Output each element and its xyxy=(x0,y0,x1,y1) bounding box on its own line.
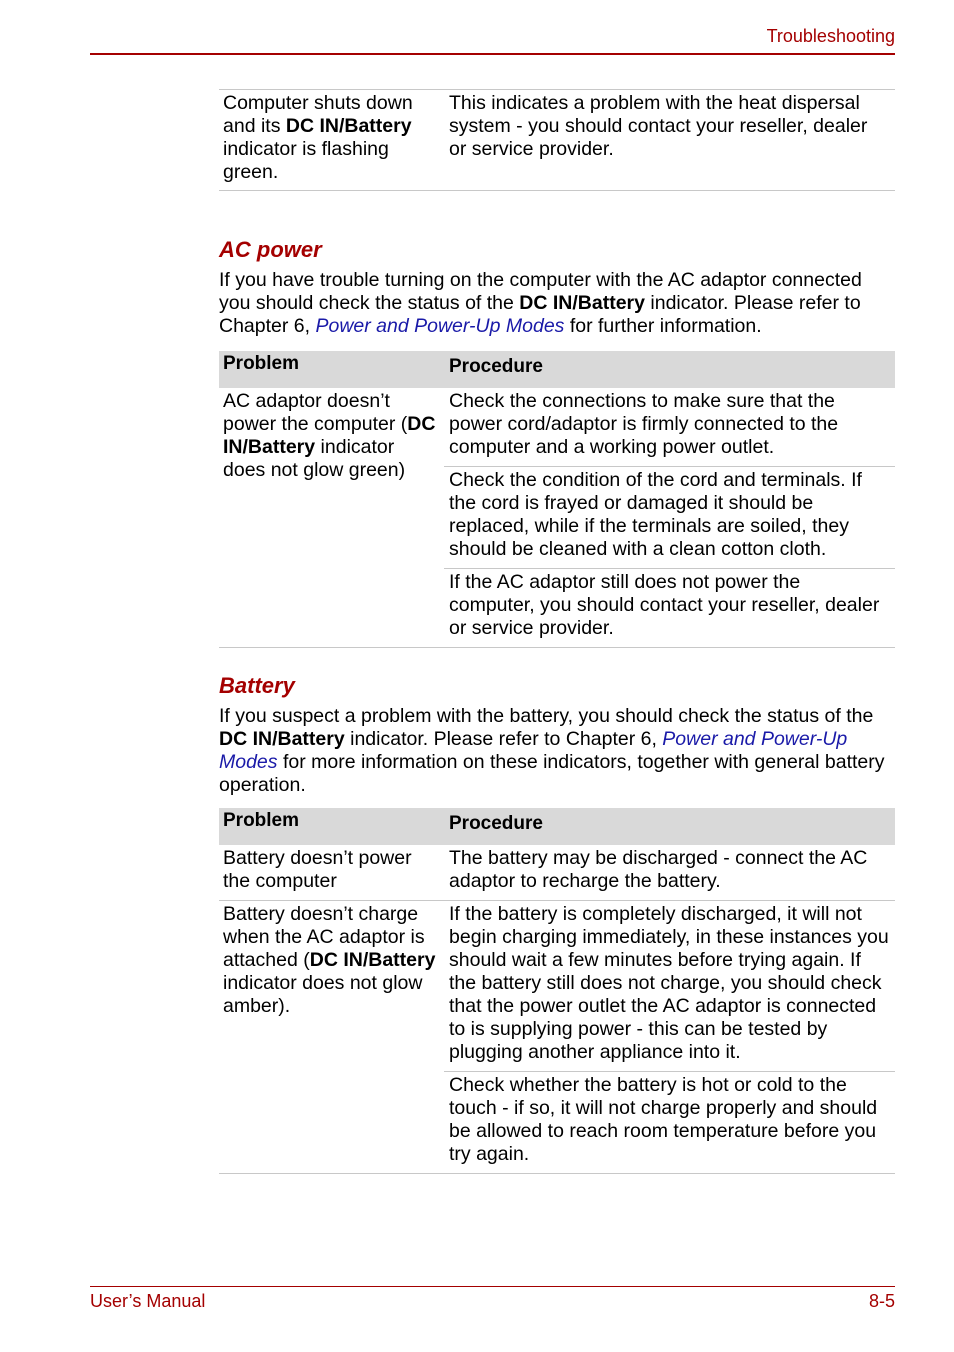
procedure-cell: This indicates a problem with the heat dispersal system - you should contact your reseller, dealer or service provider. xyxy=(449,92,868,160)
table-row xyxy=(219,388,895,467)
table-row xyxy=(219,90,895,191)
procedure-cell: Check whether the battery is hot or cold to the touch - if so, it will not charge properly and should be allowed to reach room temperature before you try again. xyxy=(444,1072,895,1174)
column-header-problem: Problem xyxy=(219,808,444,845)
section-title-ac-power: AC power xyxy=(219,237,322,262)
table-row xyxy=(219,845,895,901)
procedure-cell: Check the condition of the cord and terminals. If the cord is frayed or damaged it should be replaced, while if the terminals are soiled, they should be cleaned with a clean cotton cloth. xyxy=(444,467,895,569)
indicator-name: DC IN/Battery xyxy=(285,115,412,137)
column-header-procedure: Procedure xyxy=(444,808,895,845)
procedure-cell: If the AC adaptor still does not power the computer, you should contact your reseller, dealer or service provider. xyxy=(444,569,895,648)
section-title-battery: Battery xyxy=(219,673,295,698)
chapter-link[interactable]: Power and Power-Up Modes xyxy=(315,315,565,337)
table-row xyxy=(219,901,895,1072)
problem-cell: Battery doesn’t charge when the AC adaptor is attached (DC IN/Battery indicator does not glow amber). xyxy=(219,901,444,1174)
table-header-row xyxy=(219,808,895,845)
footer-manual-title: User’s Manual xyxy=(90,1291,206,1311)
chapter-link[interactable]: Power and Power-Up Modes xyxy=(219,728,848,773)
troubleshooting-table-top xyxy=(219,89,895,191)
procedure-cell: If the battery is completely discharged, it will not begin charging immediately, in these instances you should wait a few minutes before trying again. If the battery still does not charge, you should check that the power outlet the AC adaptor is connected to is supplying power - this can be tested by plugging another appliance into it. xyxy=(444,901,895,1072)
column-header-procedure: Procedure xyxy=(444,351,895,388)
page-number: 8-5 xyxy=(868,1291,895,1311)
problem-cell: Battery doesn’t power the computer xyxy=(223,847,412,892)
header-rule xyxy=(90,53,895,55)
procedure-cell: The battery may be discharged - connect the AC adaptor to recharge the battery. xyxy=(449,847,868,892)
procedure-cell: Check the connections to make sure that the power cord/adaptor is firmly connected to the computer and a working power outlet. xyxy=(444,388,895,467)
ac-power-table xyxy=(219,351,895,648)
ac-power-intro: If you have trouble turning on the computer with the AC adaptor connected you should check the status of the DC IN/Battery indicator. Please refer to Chapter 6, Power and Power-Up Modes for further information. xyxy=(219,269,862,337)
running-header: Troubleshooting xyxy=(766,26,895,46)
problem-cell: Computer shuts down and its DC IN/Battery indicator is flashing green. xyxy=(223,92,413,183)
column-header-problem: Problem xyxy=(219,351,444,388)
battery-table xyxy=(219,808,895,1174)
battery-intro: If you suspect a problem with the battery, you should check the status of the DC IN/Battery indicator. Please refer to Chapter 6, Power and Power-Up Modes for more information on these indicators, together with general battery operation. xyxy=(219,705,885,796)
table-header-row xyxy=(219,351,895,388)
footer-rule xyxy=(90,1286,895,1287)
problem-cell: AC adaptor doesn’t power the computer (DC IN/Battery indicator does not glow green) xyxy=(219,388,444,648)
page-content xyxy=(219,89,895,1174)
